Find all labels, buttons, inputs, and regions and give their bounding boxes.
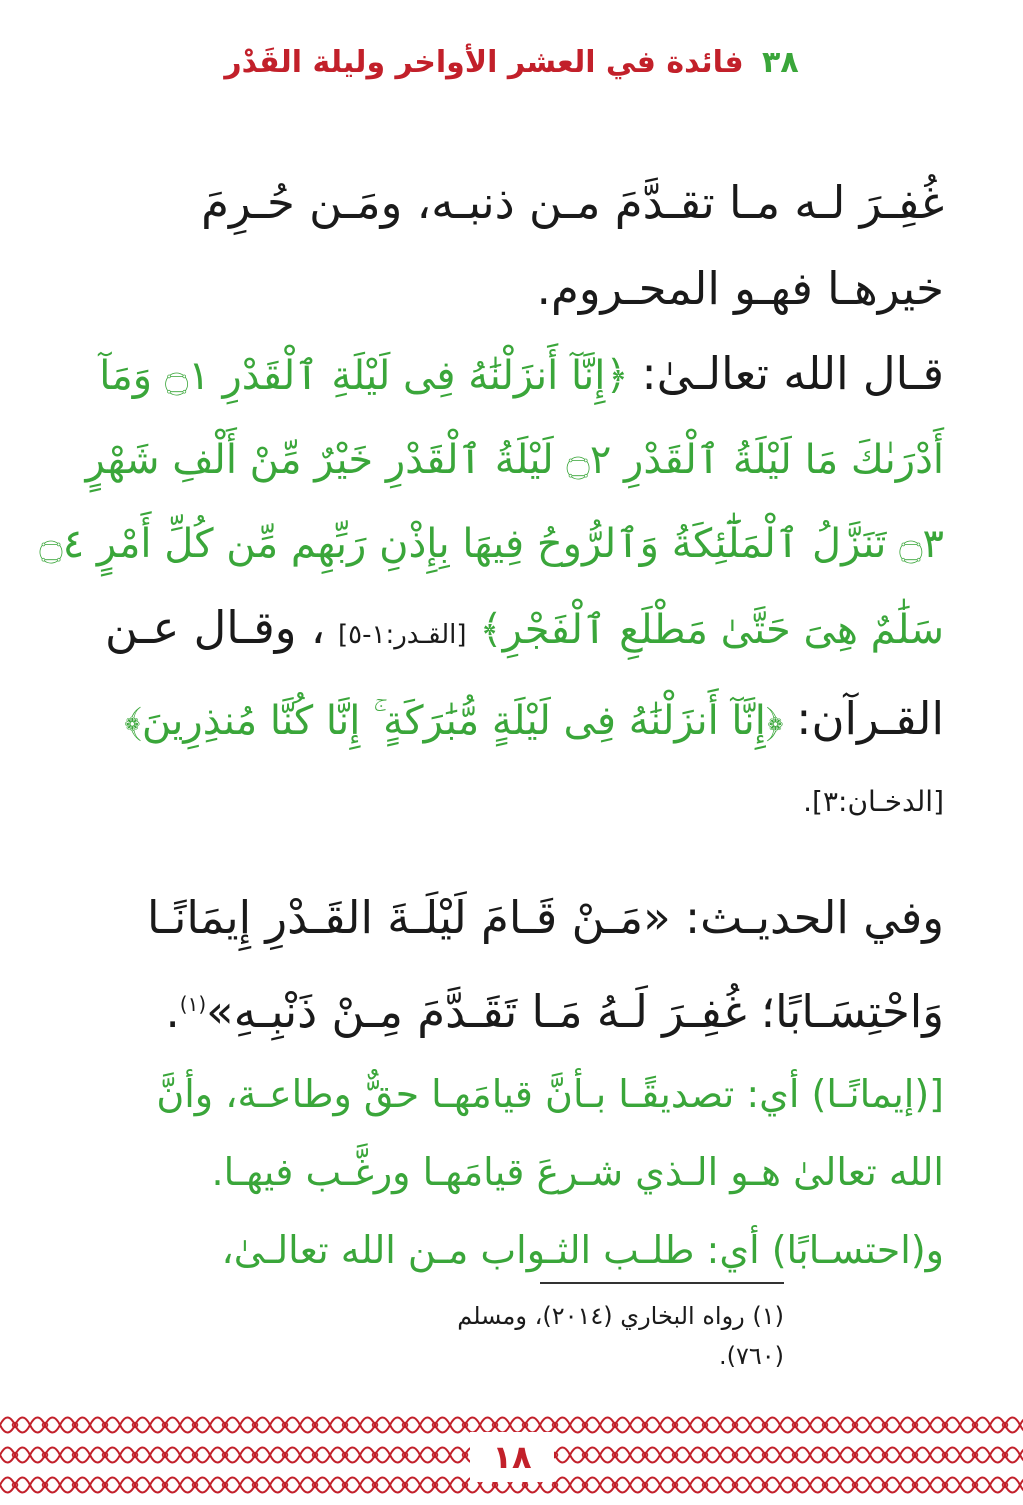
header-number: ٣٨ [762, 45, 799, 80]
hadith-line-2 [80, 961, 944, 1055]
quran-verse-qadr-3: ۝٣ تَنَزَّلُ ٱلْمَلَٰٓئِكَةُ وَٱلرُّوحُ فِيهَا بِإِذْنِ رَبِّهِم مِّن كُلِّ أَمْرٍ ۝٤ [39, 521, 944, 567]
paragraph-1-line-1: غُفِـرَ لـه مـا تقـدَّمَ مـن ذنبـه، ومَـن حُـرِمَ [201, 176, 944, 229]
quran-label: القـرآن: [796, 692, 944, 745]
page-number: ١٨ [470, 1432, 554, 1482]
verse-intro: قـال الله تعالـىٰ: [641, 347, 944, 400]
quran-verse-qadr-5: سَلَٰمٌ هِىَ حَتَّىٰ مَطْلَعِ ٱلْفَجْرِ﴾ [479, 607, 944, 653]
verse-line-5 [80, 677, 944, 763]
main-text [39, 160, 944, 1289]
header-title: فائدة في العشر الأواخر وليلة القَدْر [224, 45, 744, 80]
explanation-line-1: [(إيمانًـا) أي: تصديقًـا بـأنَّ قيامَهـا حقٌّ وطاعـة، وأنَّ [156, 1072, 944, 1116]
hadith-line-1: وفي الحديـث: «مَـنْ قَـامَ لَيْلَـةَ القَـدْرِ إِيمَانًـا [146, 891, 944, 944]
verse-line-1 [80, 332, 944, 418]
explanation-line-3: و(احتسـابًا) أي: طلـب الثـواب مـن الله تعالـىٰ، [221, 1228, 944, 1272]
footnote-divider [540, 1282, 784, 1284]
verse-continuation: ، وقـال عـن [105, 601, 326, 654]
hadith-text: وَاحْتِسَـابًا؛ غُفِـرَ لَـهُ مَـا تَقَـدَّمَ مِـنْ ذَنْبِـهِ» [206, 985, 944, 1038]
running-header [0, 45, 1023, 80]
verse-reference-dukhan: [الدخـان:٣]. [803, 785, 944, 818]
quran-verse-qadr-2: أَدْرَىٰكَ مَا لَيْلَةُ ٱلْقَدْرِ ۝٢ لَيْلَةُ ٱلْقَدْرِ خَيْرٌ مِّنْ أَلْفِ شَهْرٍ [85, 437, 944, 483]
paragraph-1-line-2: خيرهـا فهـو المحـروم. [536, 262, 944, 315]
footnote: (١) رواه البخاري (٢٠١٤)، ومسلم (٧٦٠). [457, 1302, 784, 1370]
explanation-line-2: الله تعالىٰ هـو الـذي شـرعَ قيامَهـا ورغَّـب فيهـا. [211, 1150, 944, 1194]
hadith-end: . [165, 985, 180, 1038]
quran-verse-dukhan: ﴿إِنَّآ أَنزَلْنَٰهُ فِى لَيْلَةٍ مُّبَٰرَكَةٍ ۚ إِنَّا كُنَّا مُنذِرِينَ﴾ [124, 698, 784, 744]
verse-reference-qadr: [القـدر:١-٥] [338, 620, 467, 650]
footnote-marker: (١) [179, 992, 207, 1016]
verse-line-4 [80, 586, 944, 677]
quran-verse-qadr-1: ﴿إِنَّآ أَنزَلْنَٰهُ فِى لَيْلَةِ ٱلْقَدْرِ ۝١ وَمَآ [99, 353, 629, 399]
